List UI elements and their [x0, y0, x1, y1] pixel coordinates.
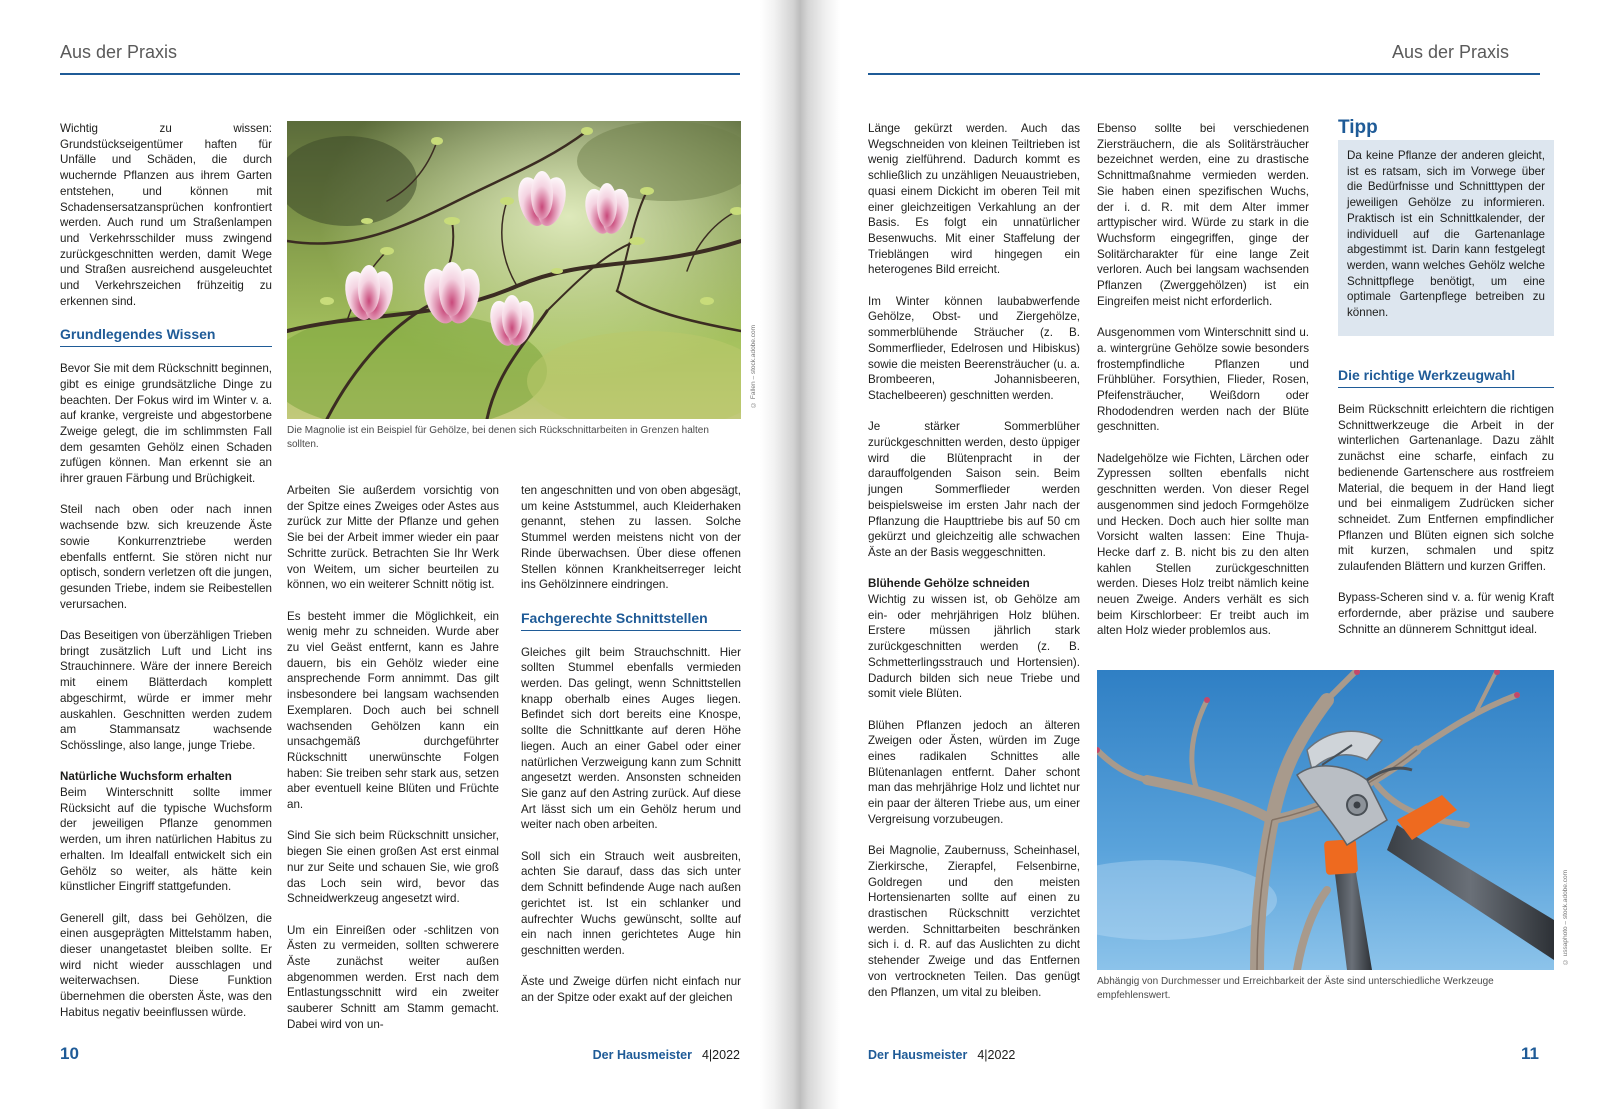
paragraph: Wichtig zu wissen: Grundstückseigentümer haften für Unfälle und Schäden, die durch wuchernde Pflanzen aus ihrem Garten entstehen, und können mit Schadensersatzansprüchen konfrontiert werden. Auch rund um Straßenlampen und Verkehrsschilder muss zwingend zurückgeschnitten werden, damit Wege und Straßen ausreichend ausgeleuchtet und Verkehrszeichen frühzeitig zu erkennen sind.: [60, 122, 272, 308]
paragraph: Beim Rückschnitt erleichtern die richtigen Schnittwerkzeuge die Arbeit in der winterlichen Gartenanlage. Dazu zählt zunächst eine scharfe, einfach zu bedienende Gartenschere aus rostfreiem Material, die bequem in der Hand liegt und bei einmaligem Zudrücken sicher schneidet. Zum Entfernen empfindlicher Pflanzen und Blüten eignen sich solche mit kurzen, schmalen und spitz zulaufenden Blättern und kurzen Griffen.: [1338, 403, 1554, 574]
magazine-name: Der Hausmeister: [592, 1048, 692, 1062]
header-rule: [868, 73, 1540, 75]
left-column-2: [287, 483, 499, 1048]
paragraph: Um ein Einreißen oder -schlitzen von Ästen zu vermeiden, sollten schwerere Äste zunächst weiter außen abgenommen werden. Erst nach dem Entlastungsschnitt wird ein zweiter sauberer Schnitt am Stamm gemacht. Dabei wird von un-: [287, 923, 499, 1031]
paragraph: Beim Winterschnitt sollte immer Rücksicht auf die typische Wuchsform der jeweiligen Pflanze genommen werden, um ihren natürlichen Habitus zu erhalten. Im Idealfall entwickelt sich ein Gehölz so weiter, als hätte kein künstlicher Eingriff stattgefunden.: [60, 786, 272, 894]
section-heading: Fachgerechte Schnittstellen: [521, 609, 741, 631]
book-gutter: [760, 0, 840, 1109]
subheading: Blühende Gehölze schneiden: [868, 577, 1030, 591]
paragraph: Arbeiten Sie außerdem vorsichtig von der Spitze eines Zweiges oder Astes aus zurück zur Mitte der Pflanze und gehen Sie bei der Arbeit immer wieder ein paar Schritte zurück. Betrachten Sie Ihr Werk von Weitem, um sicher beurteilen zu können, wo ein weiterer Schnitt nötig ist.: [287, 484, 499, 592]
page-number: 11: [1521, 1044, 1539, 1063]
paragraph: Ausgenommen vom Winterschnitt sind u. a. wintergrüne Gehölze sowie besonders frostempfindliche Pflanzen und Frühblüher. Forsythien, Flieder, Rosen, Pfeifensträucher, Weißdorn oder Rhododendren werden nach der Blüte geschnitten.: [1097, 326, 1309, 434]
running-head: Aus der Praxis: [1391, 42, 1509, 62]
paragraph: Generell gilt, dass bei Gehölzen, die einen ausgeprägten Mittelstamm haben, dieser unangetastet bleiben sollte. Er wird nicht wieder ausschlagen und weiterwachsen. Diese Funktion übernehmen die obersten Äste, was den Habitus negativ beeinflussen würde.: [60, 911, 272, 1019]
subheading: Natürliche Wuchsform erhalten: [60, 770, 232, 784]
issue-number: 4|2022: [977, 1048, 1016, 1062]
paragraph: Es besteht immer die Möglichkeit, ein wenig mehr zu schneiden. Wurde aber zu viel Geäst entfernt, kann es Jahre dauern, bis ein Gehölz wieder eine ansprechende Form annimmt. Das gilt insbesondere bei langsam wachsenden Exemplaren. Doch auch bei schnell wachsenden Gehölzen kann ein unsachgemäß durchgeführter Rückschnitt unerwünschte Folgen haben: Sie treiben sehr stark aus, setzen aber eventuell keine Blüten und Früchte an.: [287, 609, 499, 812]
page-number: 10: [60, 1044, 79, 1063]
paragraph: Blühen Pflanzen jedoch an älteren Zweigen oder Ästen, würden im Zuge eines radikalen Schnittes alle Blütenanlagen entfernt. Daher schont man das mehrjährige Holz und lichtet nur ein paar der älteren Triebe aus, um einer Vergreisung vorzubeugen.: [868, 718, 1080, 826]
paragraph: Bevor Sie mit dem Rückschnitt beginnen, gibt es einige grundsätzliche Dinge zu beachten. Der Fokus wird im Winter v. a. auf kranke, vergreiste und abgestorbene Zweige gelegt, die im schlimmsten Fall dem gesamten Gehölz einen Schaden zufügen können. Man erkennt sie an ihrer grauen Färbung und Brüchigkeit.: [60, 362, 273, 486]
issue-number: 4|2022: [701, 1048, 740, 1062]
pruning-shears-image: [1097, 670, 1554, 970]
header-rule: [60, 73, 740, 75]
magnolia-photo: [287, 121, 741, 419]
paragraph: Im Winter können laubabwerfende Gehölze, Obst- und Ziergehölze, sommerblühende Sträucher (z. B. Sommerflieder, Edelrosen und Hibiskus) sowie die meisten Beerensträucher (u. a. Brombeeren, Johannisbeeren, Stachelbeeren) geschnitten werden.: [868, 294, 1080, 402]
paragraph: Ebenso sollte bei verschiedenen Ziersträuchern, die als Solitärsträucher bezeichnet werden, eine zu drastische Schnittmaßnahme vermieden werden. Sie haben einen spezifischen Wuchs, der i. d. R. mit dem Alter immer arttypischer wird. Würde zu stark in die Wuchsform eingegriffen, ginge der Solitärcharakter für eine lange Zeit verloren. Auch bei langsam wachsenden Pflanzen (Zwerggehölzen) ist ein Eingreifen meist nicht erforderlich.: [1097, 122, 1309, 308]
section-heading: Grundlegendes Wissen: [60, 325, 272, 347]
paragraph: Steil nach oben oder nach innen wachsende bzw. sich kreuzende Äste sowie Konkurrenztriebe werden ebenfalls entfernt. Sie stören nicht nur optisch, sondern verletzen oft die jungen, gesunden Triebe, indem sie Reibestellen verursachen.: [60, 503, 272, 611]
paragraph: Bypass-Scheren sind v. a. für wenig Kraft erfordernde, aber präzise und saubere Schnitte an dünnerem Schnittgut ideal.: [1338, 591, 1554, 636]
right-column-3: [1338, 358, 1554, 653]
tipp-title: Tipp: [1338, 117, 1378, 138]
left-column-1: [60, 121, 272, 1036]
right-column-1: [868, 121, 1080, 1016]
magnolia-image: [287, 121, 741, 419]
running-head: Aus der Praxis: [60, 42, 178, 62]
footer-magazine: [593, 1048, 740, 1062]
section-heading: Die richtige Werkzeugwahl: [1338, 366, 1554, 388]
footer-magazine: [868, 1048, 1015, 1062]
photo-caption: Die Magnolie ist ein Beispiel für Gehölze, bei denen sich Rückschnittarbeiten in Grenzen halten sollten.: [287, 425, 709, 450]
paragraph: Äste und Zweige dürfen nicht einfach nur an der Spitze oder exakt auf der gleichen: [521, 975, 741, 1005]
photo-credit: © Fallen – stock.adobe.com: [750, 325, 757, 408]
left-column-3: [521, 483, 741, 1021]
paragraph: Länge gekürzt werden. Auch das Wegschneiden von kleinen Teiltrieben ist wenig zielführend. Dadurch kommt es schließlich zu unzähligen Neuaustrieben, quasi einem Dickicht im oberen Teil mit einer gleichzeitigen Verkahlung an der Basis. Es folgt ein unnatürlicher Besenwuchs. Mit einer Staffelung der Trieblängen wird hingegen ein heterogenes Bild erreicht.: [868, 122, 1080, 277]
paragraph: Sind Sie sich beim Rückschnitt unsicher, biegen Sie einen großen Ast erst einmal nur zur Seite und schauen Sie, wie groß das Loch sein wird, bevor das Schneidwerkzeug angesetzt wird.: [287, 829, 499, 906]
paragraph: Je stärker Sommerblüher zurückgeschnitten werden, desto üppiger wird die Blütenpracht in der darauffolgenden Saison sein. Beim jungen Sommerflieder werden beispielsweise im ersten Jahr nach der Pflanzung die Haupttriebe bis auf 50 cm gekürzt und gleichzeitig alle schwachen Äste an der Basis weggeschnitten.: [868, 420, 1080, 559]
tipp-box: Da keine Pflanze der anderen gleicht, ist es ratsam, sich im Vorwege über die Bedürfnisse und Schnitttypen der jeweiligen Gehölze zu informieren. Praktisch ist ein Schnittkalender, der individuell auf die Gartenanlage abgestimmt ist. Darin kann festgelegt werden, wann welches Gehölz welche Schnittpflege benötigt, um eine optimale Gartenpflege betreiben zu können.: [1338, 140, 1554, 336]
paragraph: Bei Magnolie, Zaubernuss, Scheinhasel, Zierkirsche, Zierapfel, Felsenbirne, Goldregen und den meisten Hortensienarten sollte auf einen zu drastischen Rückschnitt verzichtet werden. Schnittarbeiten beschränken sich i. d. R. auf das Auslichten zu dicht stehender Zweige und das Entfernen von vertrockneten Teilen. Das genügt den Pflanzen, um vital zu bleiben.: [868, 844, 1080, 999]
paragraph: ten angeschnitten und von oben abgesägt, um keine Aststummel, auch Kleiderhaken genannt, stehen zu lassen. Solche Stummel werden meistens nicht von der Rinde überwachsen. Über diese offenen Stellen können Krankheitserreger leicht ins Gehölzinnere eindringen.: [521, 484, 741, 592]
paragraph: Das Beseitigen von überzähligen Trieben bringt zusätzlich Luft und Licht ins Strauchinnere. Wäre der innere Bereich mit einem Blätterdach komplett abgeschirmt, würde er immer mehr auskahlen. Geschnitten werden zudem am Stammansatz wachsende Schösslinge, also lange, junge Triebe.: [60, 629, 272, 752]
photo-caption: Abhängig von Durchmesser und Erreichbarkeit der Äste sind unterschiedliche Werkzeuge empfehlenswert.: [1097, 976, 1494, 1001]
magazine-name: Der Hausmeister: [868, 1048, 968, 1062]
paragraph: Soll sich ein Strauch weit ausbreiten, achten Sie darauf, dass das sich unter dem Schnitt befindende Auge nach außen gerichtet ist. Ist ein schlanker und aufrechter Wuchs gewünscht, sollte auf ein nach innen gerichtetes Auge hin geschnitten werden.: [521, 849, 741, 957]
left-page: [0, 0, 760, 1109]
right-column-2: [1097, 121, 1309, 655]
right-page: [840, 0, 1611, 1109]
paragraph: Nadelgehölze wie Fichten, Lärchen oder Zypressen sollten ebenfalls nicht geschnitten werden. Von dieser Regel ausgenommen sind jedoch Formgehölze und Hecken. Doch auch hier sollte man Vorsicht walten lassen: Eine Thuja-Hecke darf z. B. nicht bis zu den alten kahlen Stellen zurückgeschnitten werden. Dieses Holz treibt nämlich keine neuen Zweige. Anders verhält es sich beim Kirschlorbeer: Er treibt auch im alten Holz wieder problemlos aus.: [1097, 451, 1309, 638]
paragraph: Wichtig zu wissen ist, ob Gehölze am ein- oder mehrjährigen Holz blühen. Erstere müssen jährlich stark zurückgeschnitten werden (z. B. Schmetterlingsstrauch und Hortensien). Dadurch bilden sich neue Triebe und somit viele Blüten.: [868, 593, 1080, 701]
paragraph: Gleiches gilt beim Strauchschnitt. Hier sollten Stummel ebenfalls vermieden werden. Das gelingt, wenn Schnittstellen knapp oberhalb eines Auges liegen. Befindet sich dort bereits eine Knospe, sollte die Schnittkante auf deren Höhe liegen. Auch an einer Gabel oder einer natürlichen Verzweigung kann zum Schnitt angesetzt werden. Ansonsten schneiden Sie ganz auf den Astring zurück. Auf diese Art lässt sich um ein Gehölz herum und weiter nach oben arbeiten.: [521, 645, 741, 832]
photo-credit: © ussaphoto – stock.adobe.com: [1562, 870, 1569, 966]
pruning-shears-photo: [1097, 670, 1554, 970]
